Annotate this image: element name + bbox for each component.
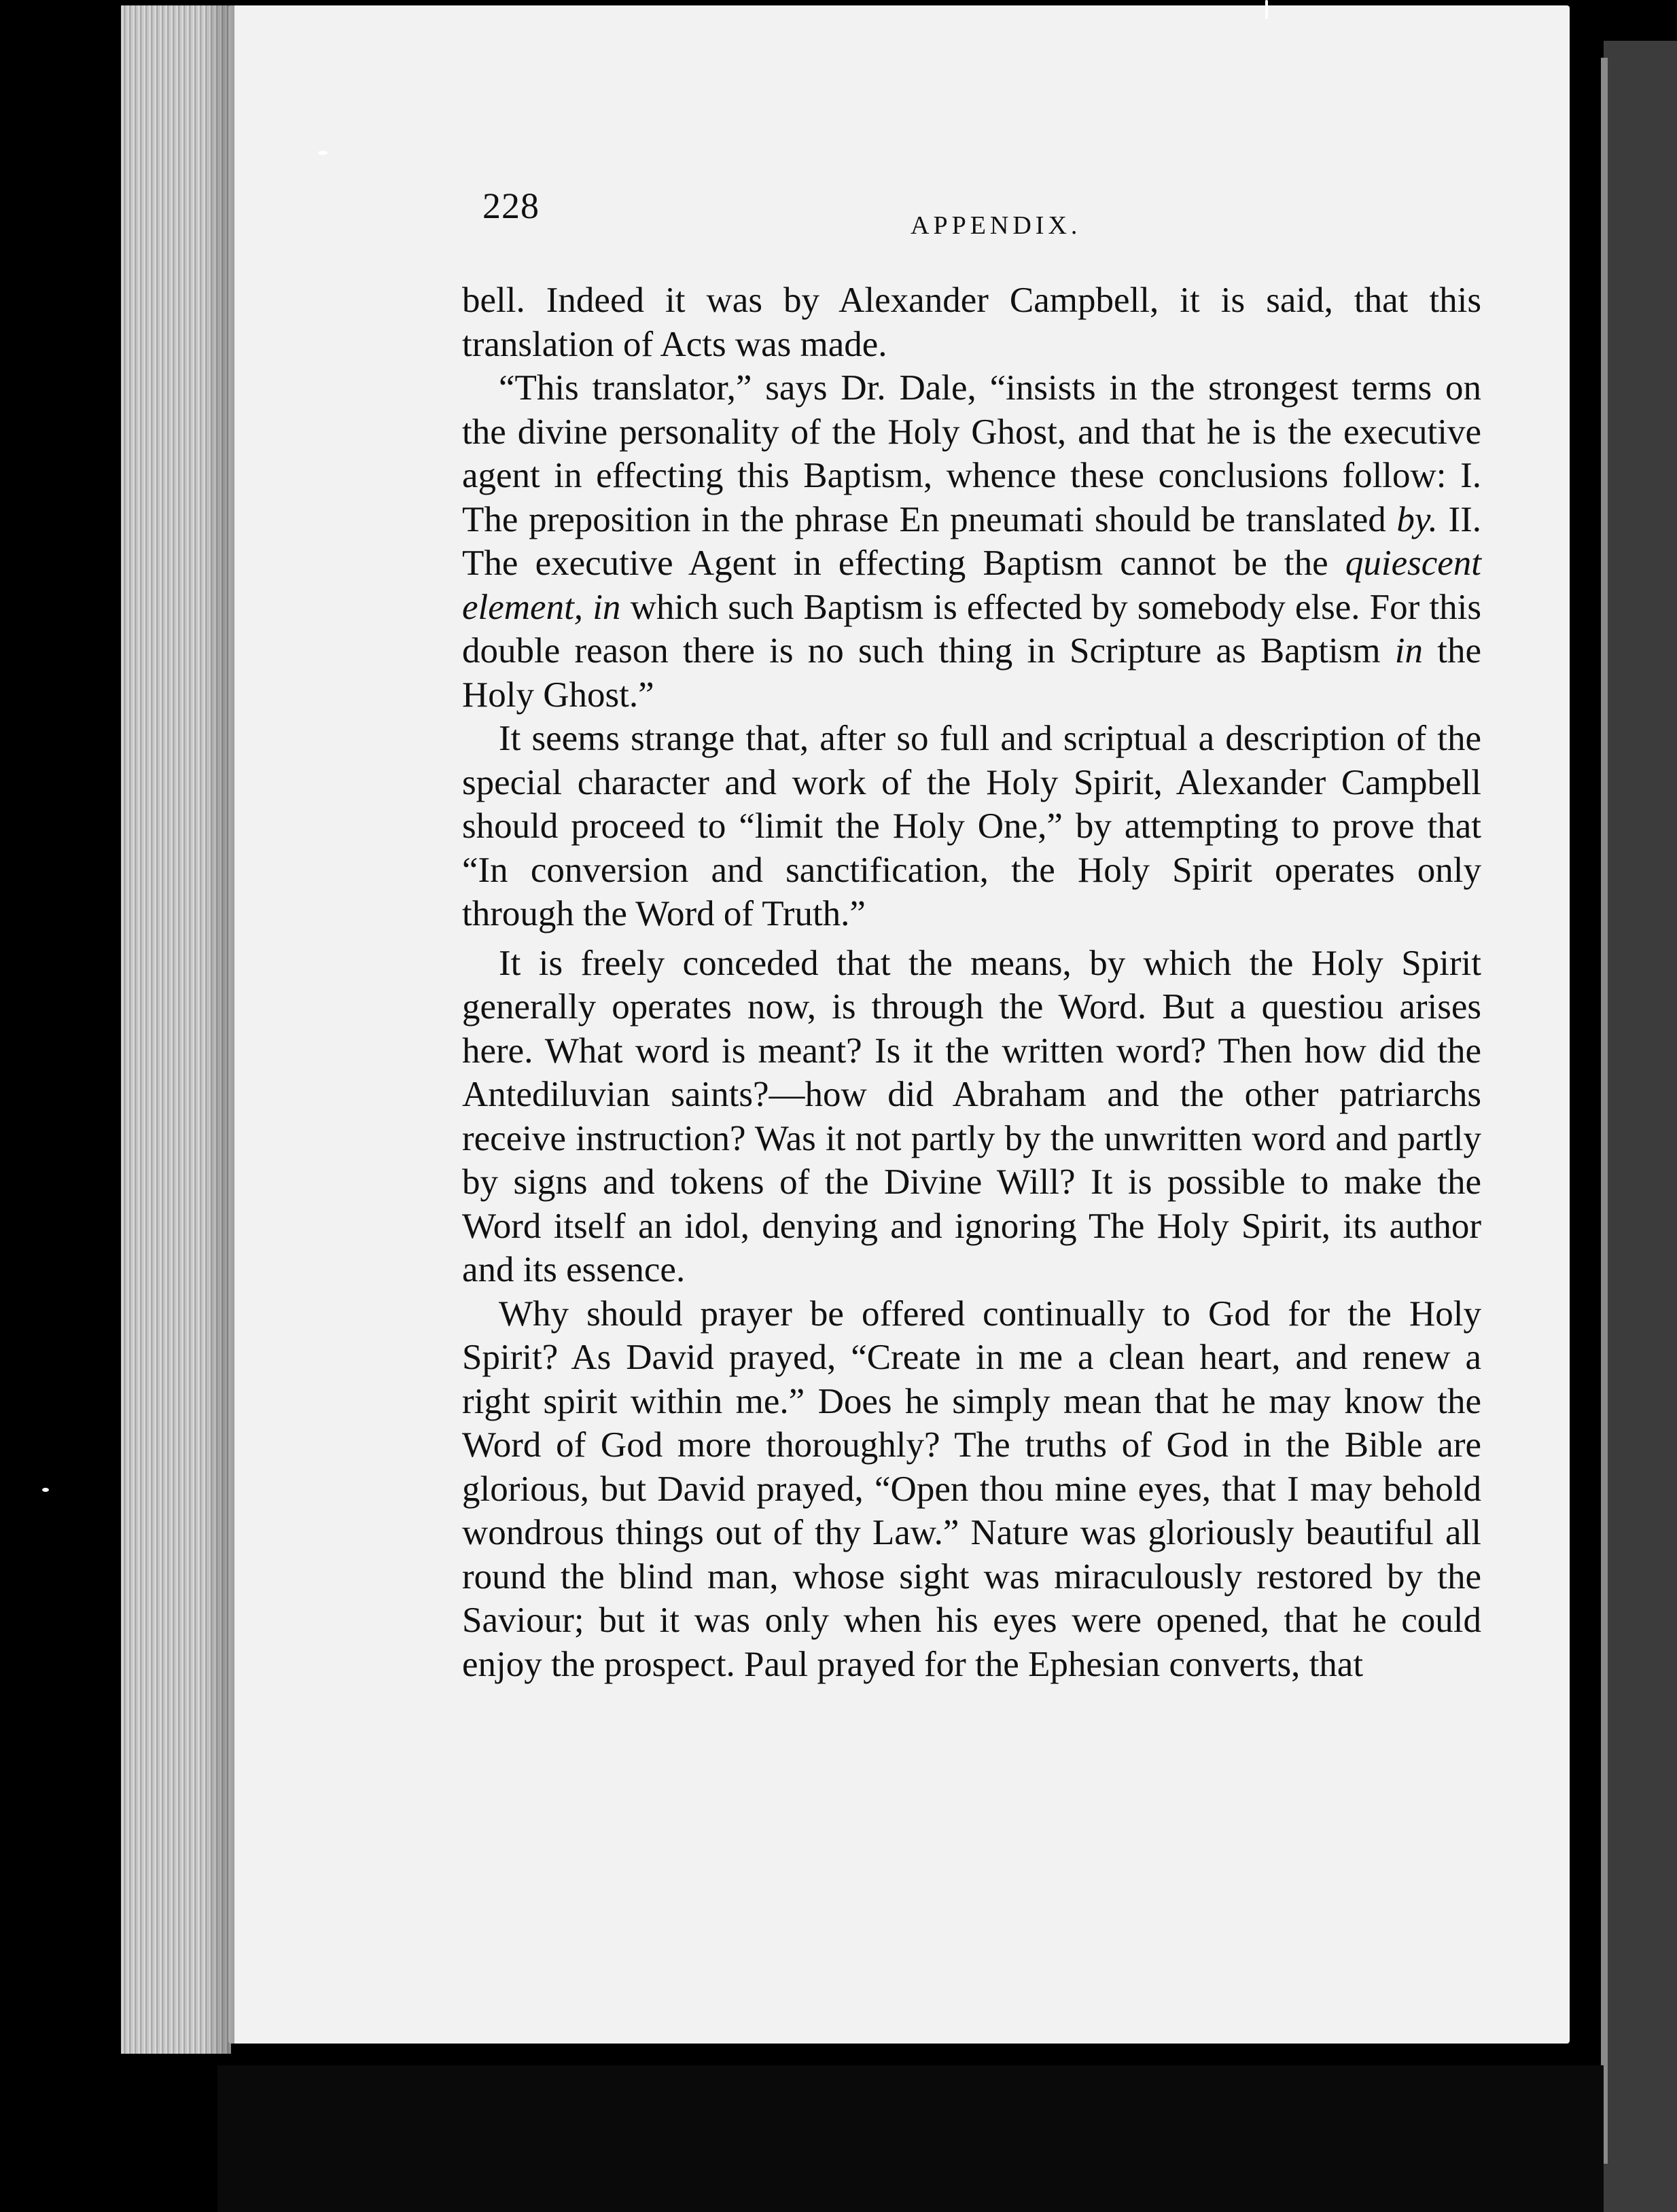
paragraph-2-text-c: which such Baptism is effected by somebody else. For this double reason there is no such thing in Scripture as Baptism (462, 587, 1481, 671)
paragraph-2-text-d: the Holy Ghost.” (462, 631, 1481, 715)
paragraph-2-italic-by: by. (1396, 499, 1438, 539)
paragraph-3-text: It seems strange that, after so full and scriptual a description of the special character and work of the Holy Spirit, Alexander Campbell should proceed to “limit the Holy One,” by attempting to prove that “In conversion and sanctification, the Holy Spirit operates only through the Word of Truth.” (462, 719, 1481, 933)
gutter-shadow (204, 5, 234, 2054)
paragraph-4-text: It is freely conceded that the means, by which the Holy Spirit generally operates now, is through the Word. But a questiou arises here. What word is meant? Is it the written word? Then how did the Antediluvian saints?—how did Abraham and the other patriarchs receive instruction? Was it not partly by the unwritten word and partly by signs and tokens of the Divine Will? It is possible to make the Word itself an idol, denying and ignoring The Holy Spirit, its author and its essence. (462, 943, 1481, 1289)
paragraph-3 (462, 717, 1481, 936)
running-head: APPENDIX. (911, 211, 1082, 240)
paragraph-1-text: bell. Indeed it was by Alexander Campbell, it is said, that this translation of Acts was made. (462, 281, 1481, 364)
page-number: 228 (482, 185, 540, 226)
paragraph-5-text: Why should prayer be offered continually to God for the Holy Spirit? As David prayed, “Create in me a clean heart, and renew a right spirit within me.” Does he simply mean that he may know the Word of God more thoroughly? The truths of God in the Bible are glorious, but David prayed, “Open thou mine eyes, that I may behold wondrous things out of thy Law.” Nature was gloriously beautiful all round the blind man, whose sight was miraculously restored by the Saviour; but it was only when his eyes were opened, that he could enjoy the prospect. Paul prayed for the Ephesian converts, that (462, 1294, 1481, 1684)
paragraph-2-text-b: II. The executive Agent in effecting Baptism cannot be the (462, 499, 1481, 583)
body-text (462, 279, 1481, 1686)
cover-edge (1601, 58, 1608, 2164)
bottom-background (217, 2065, 1604, 2212)
scan-speck (318, 151, 328, 155)
paragraph-4 (462, 942, 1481, 1292)
paragraph-2-italic-in: in (1394, 631, 1424, 671)
scan-speck (42, 1488, 49, 1492)
paragraph-1 (462, 279, 1481, 366)
paragraph-2-italic-quiescent: quiescent element, in (462, 543, 1481, 627)
paragraph-2-text-a: “This translator,” says Dr. Dale, “insists in the strongest terms on the divine personality of the Holy Ghost, and that he is the executive agent in effecting this Baptism, whence these conclusions follow: I. The preposition in the phrase En pneumati should be translated (462, 368, 1481, 539)
paragraph-5 (462, 1292, 1481, 1687)
right-cover-board (1604, 41, 1677, 2212)
scan-speck (1265, 0, 1268, 19)
paragraph-2 (462, 366, 1481, 717)
